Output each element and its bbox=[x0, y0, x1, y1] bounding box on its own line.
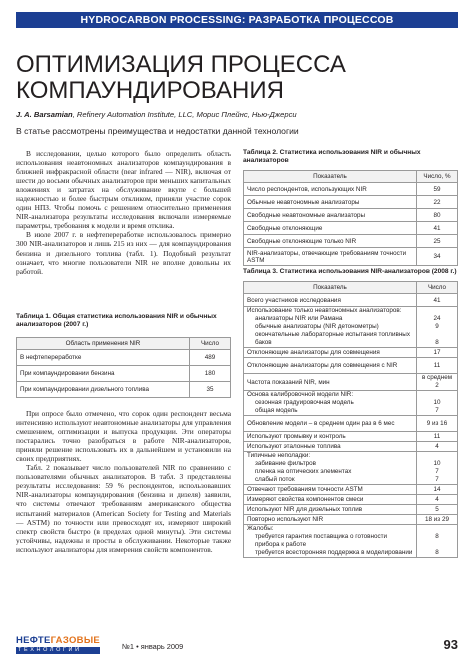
table-row: Отвечают требованиям точности ASTM 14 bbox=[244, 485, 458, 495]
table-row: Всего участников исследования 41 bbox=[244, 294, 458, 307]
table-row: Свободные отклоняющие 41 bbox=[244, 222, 458, 235]
table-row: Использование только неавтономных анализаторов: анализаторы NIR или Рамана обычные анализаторы (NIR детонометры) окончательные лабораторные испытания топливных баков 24 9 8 bbox=[244, 307, 458, 348]
table-2-col-label: Показатель bbox=[244, 171, 417, 183]
table-row: Отклоняющие анализаторы для совмещения 17 bbox=[244, 348, 458, 358]
issue-info: №1 • январь 2009 bbox=[122, 642, 184, 651]
table-row: Используют эталонные топлива 4 bbox=[244, 442, 458, 452]
table-row: Число респондентов, использующих NIR 59 bbox=[244, 183, 458, 196]
table-row: Типичные неполадки: забивание фильтров пленка на оптических элементах слабый поток 10 7 7 bbox=[244, 452, 458, 485]
table-row: Свободные неавтономные анализаторы 80 bbox=[244, 209, 458, 222]
table-3-grid bbox=[243, 281, 458, 558]
logo-word-1: НЕФТЕ bbox=[16, 635, 51, 646]
table-row: Свободные отклоняющие только NIR 25 bbox=[244, 235, 458, 248]
lead-text: В статье рассмотрены преимущества и недостатки данной технологии bbox=[16, 126, 299, 136]
table-3-col-value: Число bbox=[417, 282, 458, 294]
table-2-caption: Таблица 2. Статистика использования NIR и обычных анализаторов bbox=[243, 149, 421, 164]
paragraph-4: Табл. 2 показывает число пользователей NIR по сравнению с пользователями обычных анализаторов. В табл. 3 представлены результаты исследования: 59 % респондентов, использовавших NIR-анализаторы компаундирования (бензина и дизеля) заявили, что системы отвечают требованиям американского общества испытаний материалов (American Society for Testing and Materials — ASTM) по точности или превосходят их, измеряют широкий спектр свойств быстро (в пределах одной минуты). Эти системы устойчивы, надежны и просты в обслуживании. Некоторые также используют анализаторы для измерения свойств компонентов. bbox=[16, 463, 231, 554]
table-3 bbox=[243, 268, 458, 558]
table-1-caption: Таблица 1. Общая статистика использования NIR и обычных анализаторов (2007 г.) bbox=[16, 313, 217, 328]
table-row: Используют NIR для дизельных топлив 5 bbox=[244, 505, 458, 515]
table-2 bbox=[243, 149, 458, 266]
page-number: 93 bbox=[443, 637, 458, 652]
authors bbox=[16, 110, 458, 120]
table-row: Жалобы: требуется гарантия поставщика о готовности прибора к работе требуется всесторонняя поддержка в моделировании 8 8 bbox=[244, 525, 458, 558]
paragraph-2: В июле 2007 г. в нефтепереработке использовалось примерно 300 NIR-анализаторов и лишь 215 из них — для компаундирования бензина и дизельного топлива (табл. 1). Подобный результат означает, что многие пользователи NIR не вполне довольны их работой. bbox=[16, 230, 231, 276]
body-text-bottom bbox=[16, 409, 231, 554]
table-1 bbox=[16, 313, 231, 398]
paragraph-1: В исследовании, целью которого было определить область использования неавтономных анализаторов компаундирования в ближней инфракрасной области (near infrared — NIR), включая от шести до восьми обычных анализаторов при меньших капитальных вложениях и затратах на обслуживание вкупе с большей надежностью и более быстрым откликом, приняли участие сорок один НПЗ. Чтобы помочь с решением относительно применения NIR-анализатора результаты исследования включали измеряемые параметры, требования к модели и время отклика. bbox=[16, 149, 231, 231]
table-row: Частота показаний NIR, мин в среднем 2 bbox=[244, 374, 458, 391]
author-name: J. A. Barsamian bbox=[16, 110, 73, 119]
table-2-col-value: Число, % bbox=[417, 171, 458, 183]
journal-logo bbox=[16, 636, 100, 656]
table-row: При компаундировании дизельного топлива 35 bbox=[17, 382, 231, 398]
paragraph-3: При опросе было отмечено, что сорок один респондент весьма интенсивно используют неавтономные анализаторы для управления смешением, оптимизации и выпуска продукции. Эти операторы постарались точно разобраться в работе NIR-анализаторов, приняли решение использовать их в дальнейшем и установили на своих предприятиях. bbox=[16, 409, 231, 464]
table-row: Обновление модели – в среднем один раз в 6 мес 9 из 16 bbox=[244, 416, 458, 432]
table-1-col-label: Область применения NIR bbox=[17, 338, 190, 350]
table-1-grid bbox=[16, 337, 231, 398]
table-1-col-value: Число bbox=[190, 338, 231, 350]
table-row: Основа калибровочной модели NIR: сезонная градуировочная модель общая модель 10 7 bbox=[244, 391, 458, 416]
title-line-1: ОПТИМИЗАЦИЯ ПРОЦЕССА bbox=[16, 51, 346, 78]
table-row: При компаундировании бензина 180 bbox=[17, 366, 231, 382]
article-title bbox=[16, 52, 458, 104]
author-affiliation: , Refinery Automation Institute, LLC, Морис Плейнс, Нью-Джерси bbox=[72, 110, 297, 119]
table-row: Отклоняющие анализаторы для совмещения с NIR 11 bbox=[244, 358, 458, 374]
title-line-2: КОМПАУНДИРОВАНИЯ bbox=[16, 77, 284, 104]
table-row: Обычные неавтономные анализаторы 22 bbox=[244, 196, 458, 209]
table-row: Повторно используют NIR 18 из 29 bbox=[244, 515, 458, 525]
section-header: HYDROCARBON PROCESSING: РАЗРАБОТКА ПРОЦЕССОВ bbox=[16, 12, 458, 28]
table-row: Используют промывку и контроль 11 bbox=[244, 432, 458, 442]
table-3-col-label: Показатель bbox=[244, 282, 417, 294]
table-2-grid bbox=[243, 170, 458, 266]
logo-word-2: ГАЗОВЫЕ bbox=[50, 635, 101, 646]
table-row: В нефтепереработке 489 bbox=[17, 350, 231, 366]
table-row: NIR-анализаторы, отвечающие требованиям точности ASTM 34 bbox=[244, 248, 458, 266]
table-row: Измеряют свойства компонентов смеси 4 bbox=[244, 495, 458, 505]
logo-word-3: ТЕХНОЛОГИИ bbox=[16, 647, 100, 654]
table-3-caption: Таблица 3. Статистика использования NIR-анализаторов (2008 г.) bbox=[243, 268, 457, 275]
body-text-top bbox=[16, 149, 231, 276]
